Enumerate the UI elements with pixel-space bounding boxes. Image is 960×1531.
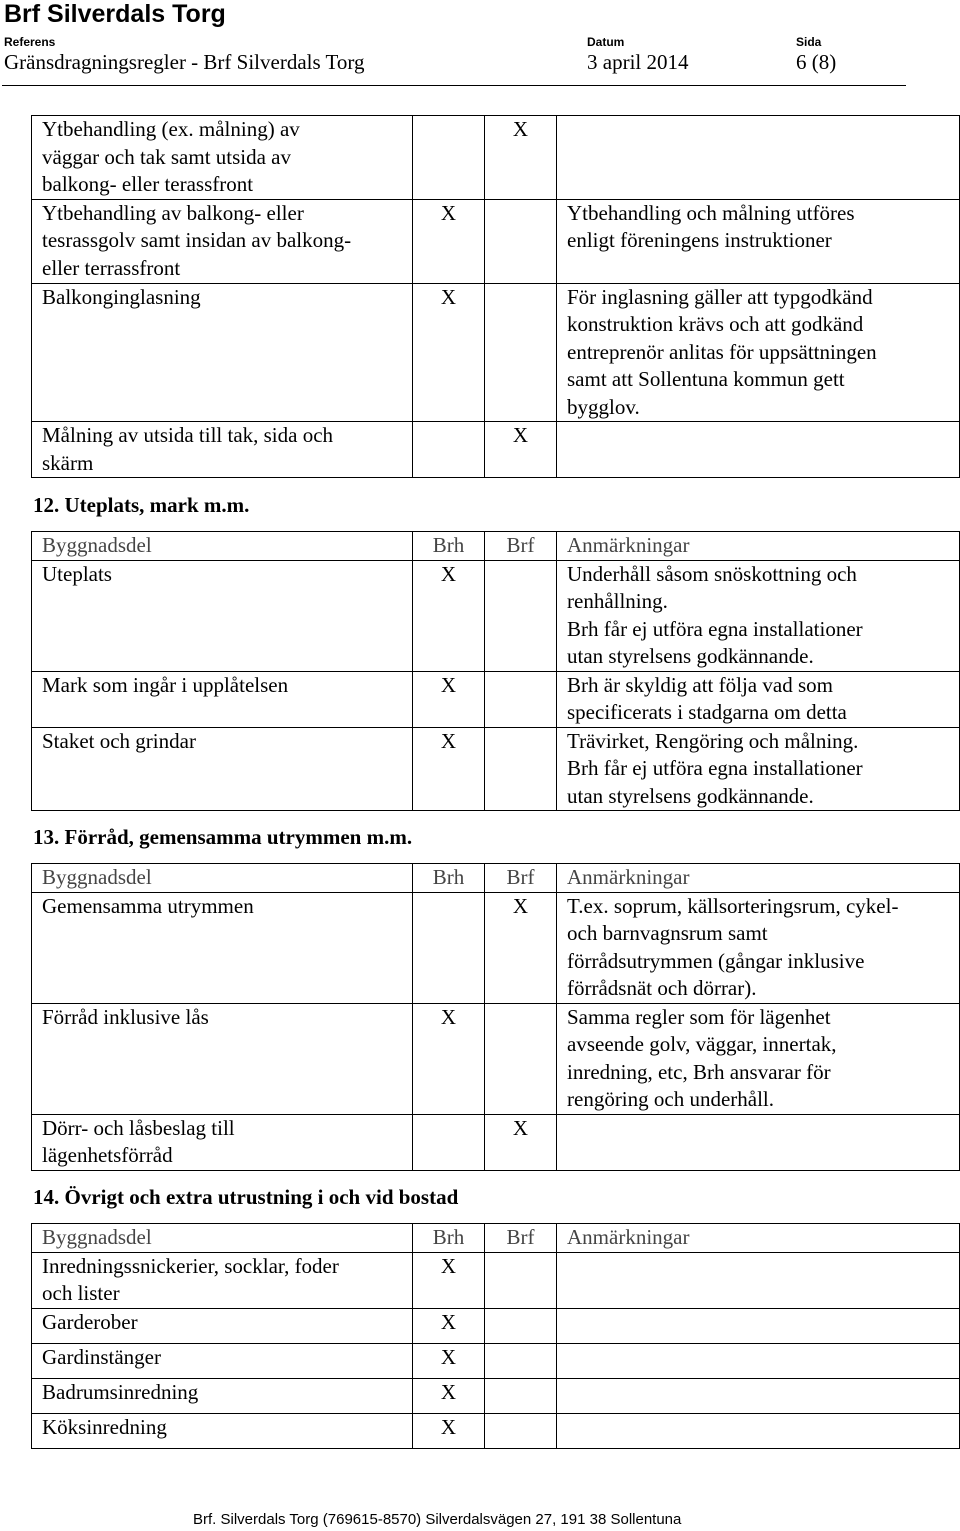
part-cell: Dörr- och låsbeslag till lägenhetsförråd [32, 1114, 413, 1170]
document-title: Brf Silverdals Torg [4, 0, 226, 28]
part-cell: Köksinredning [32, 1413, 413, 1448]
part-cell: Mark som ingår i upplåtelsen [32, 671, 413, 727]
table-header-row [32, 1224, 960, 1253]
column-header-part: Byggnadsdel [32, 864, 413, 893]
header-divider [2, 85, 906, 86]
brf-cell [485, 1378, 557, 1413]
table-row [32, 560, 960, 671]
note-cell: Trävirket, Rengöring och målning. Brh får ej utföra egna installationer utan styrelsens godkännande. [557, 727, 960, 811]
part-cell: Gemensamma utrymmen [32, 892, 413, 1003]
brf-cell [485, 1003, 557, 1114]
section-13-heading: 13. Förråd, gemensamma utrymmen m.m. [33, 825, 413, 849]
table-section-11 [31, 115, 960, 478]
part-cell: Inredningssnickerier, socklar, foder och lister [32, 1252, 413, 1308]
note-cell [557, 1343, 960, 1378]
brf-cell [485, 1343, 557, 1378]
note-cell: För inglasning gäller att typgodkänd konstruktion krävs och att godkänd entreprenör anlitas för uppsättningen samt att Sollentuna kommun gett bygglov. [557, 283, 960, 422]
table-header-row [32, 532, 960, 561]
table-row [32, 422, 960, 478]
column-header-part: Byggnadsdel [32, 532, 413, 561]
table-row [32, 1114, 960, 1170]
part-cell: Garderober [32, 1308, 413, 1343]
brh-cell [413, 1114, 485, 1170]
brh-cell [413, 116, 485, 200]
table-section-13 [31, 863, 960, 1171]
brh-cell: X [413, 727, 485, 811]
note-cell: T.ex. soprum, källsorteringsrum, cykel- och barnvagnsrum samt förrådsutrymmen (gångar inklusive förrådsnät och dörrar). [557, 892, 960, 1003]
part-cell: Målning av utsida till tak, sida och skärm [32, 422, 413, 478]
note-cell [557, 422, 960, 478]
brh-cell: X [413, 1308, 485, 1343]
brf-cell [485, 1413, 557, 1448]
brf-cell: X [485, 892, 557, 1003]
table-row [32, 283, 960, 422]
brh-cell: X [413, 283, 485, 422]
brh-cell: X [413, 1378, 485, 1413]
note-cell [557, 1252, 960, 1308]
table-row [32, 1378, 960, 1413]
brf-cell [485, 727, 557, 811]
column-header-brh: Brh [413, 1224, 485, 1253]
note-cell [557, 1114, 960, 1170]
table-row [32, 727, 960, 811]
brh-cell: X [413, 671, 485, 727]
brf-cell [485, 671, 557, 727]
column-header-note: Anmärkningar [557, 532, 960, 561]
brh-cell: X [413, 1252, 485, 1308]
column-header-brf: Brf [485, 532, 557, 561]
part-cell: Badrumsinredning [32, 1378, 413, 1413]
table-row [32, 199, 960, 283]
brf-cell [485, 1308, 557, 1343]
table-row [32, 1252, 960, 1308]
table-section-12 [31, 531, 960, 811]
date-label: Datum [587, 35, 625, 49]
part-cell: Staket och grindar [32, 727, 413, 811]
section-14-heading: 14. Övrigt och extra utrustning i och vid bostad [33, 1185, 459, 1209]
note-cell: Brh är skyldig att följa vad som specificerats i stadgarna om detta [557, 671, 960, 727]
reference-label: Referens [4, 35, 56, 49]
reference-value: Gränsdragningsregler - Brf Silverdals Torg [4, 50, 365, 74]
note-cell [557, 1413, 960, 1448]
part-cell: Ytbehandling av balkong- eller tesrassgolv samt insidan av balkong- eller terrassfront [32, 199, 413, 283]
note-cell [557, 1308, 960, 1343]
brh-cell [413, 422, 485, 478]
table-row [32, 892, 960, 1003]
column-header-note: Anmärkningar [557, 864, 960, 893]
table-header-row [32, 864, 960, 893]
brf-cell [485, 560, 557, 671]
column-header-brf: Brf [485, 1224, 557, 1253]
note-cell [557, 1378, 960, 1413]
brh-cell: X [413, 1343, 485, 1378]
brf-cell: X [485, 422, 557, 478]
note-cell: Samma regler som för lägenhet avseende golv, väggar, innertak, inredning, etc, Brh ansvarar för rengöring och underhåll. [557, 1003, 960, 1114]
brh-cell: X [413, 560, 485, 671]
brh-cell: X [413, 199, 485, 283]
part-cell: Förråd inklusive lås [32, 1003, 413, 1114]
note-cell: Underhåll såsom snöskottning och renhållning. Brh får ej utföra egna installationer utan styrelsens godkännande. [557, 560, 960, 671]
brh-cell: X [413, 1413, 485, 1448]
brh-cell: X [413, 1003, 485, 1114]
column-header-brh: Brh [413, 864, 485, 893]
section-12-heading: 12. Uteplats, mark m.m. [33, 493, 250, 517]
column-header-part: Byggnadsdel [32, 1224, 413, 1253]
note-cell: Ytbehandling och målning utföres enligt föreningens instruktioner [557, 199, 960, 283]
part-cell: Ytbehandling (ex. målning) av väggar och tak samt utsida av balkong- eller terassfront [32, 116, 413, 200]
page-footer: Brf. Silverdals Torg (769615-8570) Silverdalsvägen 27, 191 38 Sollentuna [193, 1511, 682, 1528]
table-row [32, 116, 960, 200]
table-row [32, 1308, 960, 1343]
part-cell: Gardinstänger [32, 1343, 413, 1378]
table-row [32, 1413, 960, 1448]
brf-cell: X [485, 116, 557, 200]
column-header-brf: Brf [485, 864, 557, 893]
part-cell: Balkonginglasning [32, 283, 413, 422]
brh-cell [413, 892, 485, 1003]
brf-cell [485, 283, 557, 422]
brf-cell [485, 1252, 557, 1308]
table-row [32, 671, 960, 727]
note-cell [557, 116, 960, 200]
part-cell: Uteplats [32, 560, 413, 671]
date-value: 3 april 2014 [587, 50, 689, 74]
brf-cell [485, 199, 557, 283]
table-row [32, 1003, 960, 1114]
table-row [32, 1343, 960, 1378]
page-label: Sida [796, 35, 822, 49]
column-header-note: Anmärkningar [557, 1224, 960, 1253]
brf-cell: X [485, 1114, 557, 1170]
page-value: 6 (8) [796, 50, 837, 74]
column-header-brh: Brh [413, 532, 485, 561]
table-section-14 [31, 1223, 960, 1449]
